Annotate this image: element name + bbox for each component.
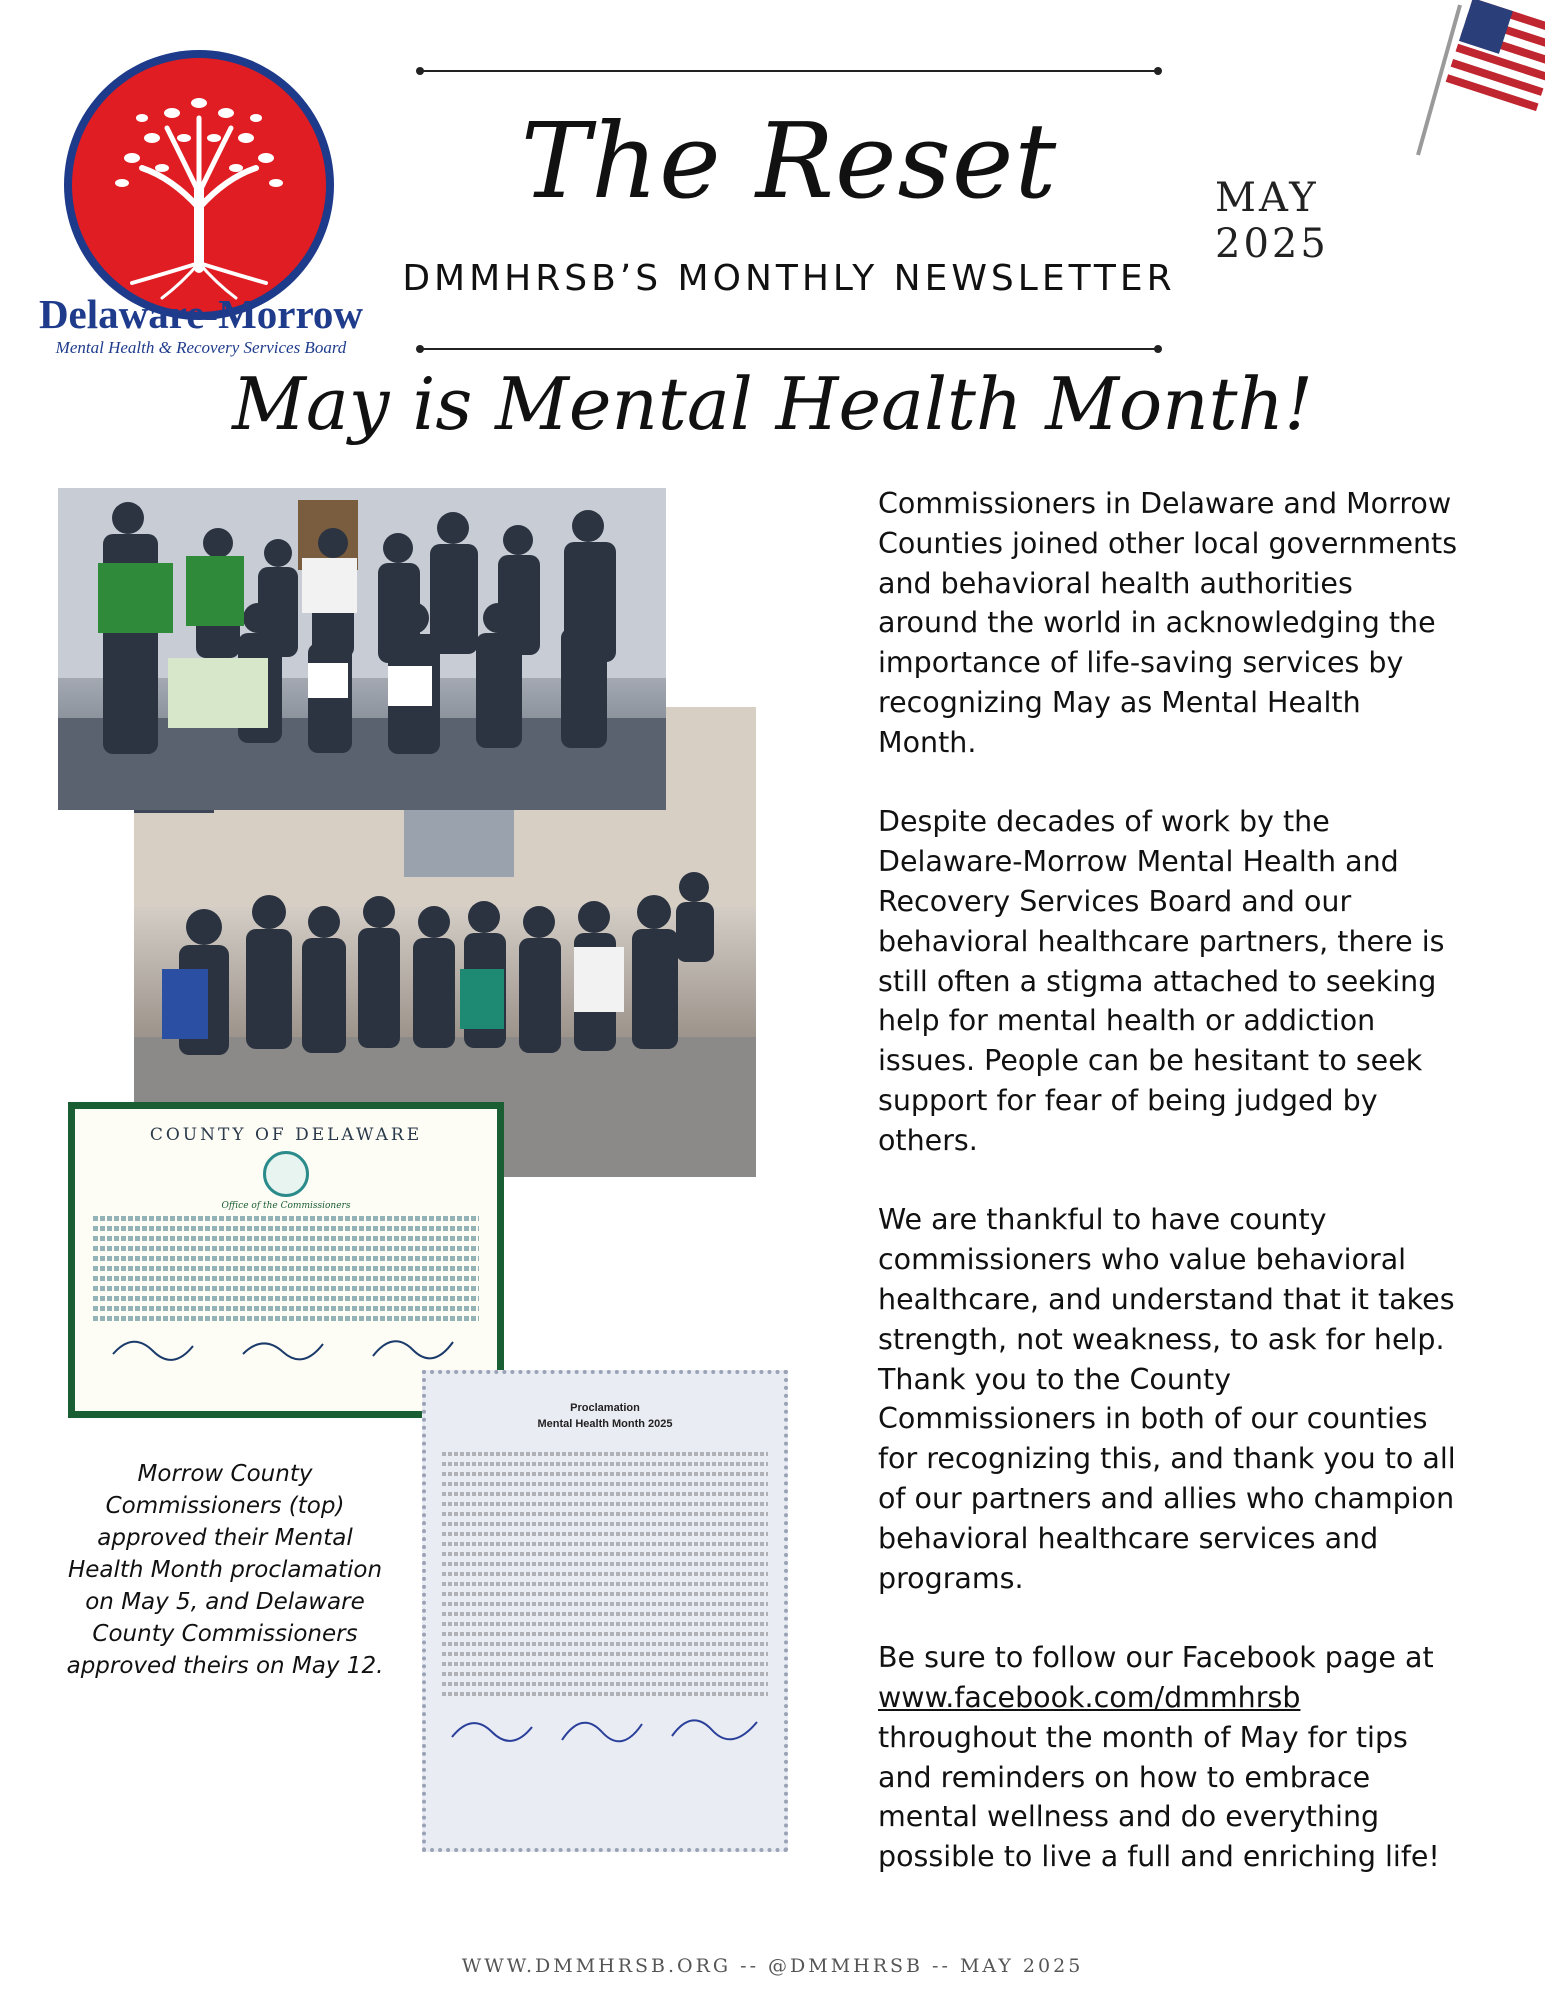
- text-line: [442, 1662, 768, 1666]
- text-line: [442, 1612, 768, 1616]
- text-line: [93, 1226, 479, 1231]
- text-line: [442, 1472, 768, 1476]
- delaware-proclamation-office: Office of the Commissioners: [221, 1201, 351, 1211]
- logo-org-subtitle: Mental Health & Recovery Services Board: [55, 338, 347, 357]
- paragraph-4-intro: Be sure to follow our Facebook page at: [878, 1641, 1434, 1675]
- text-line: [442, 1522, 768, 1526]
- county-seal-icon: [263, 1151, 309, 1197]
- text-line: [442, 1492, 768, 1496]
- us-flag-icon: [1410, 0, 1545, 165]
- text-line: [442, 1652, 768, 1656]
- text-line: [93, 1306, 479, 1311]
- headline: May is Mental Health Month!: [232, 362, 1313, 446]
- facebook-link[interactable]: www.facebook.com/dmmhrsb: [878, 1680, 1301, 1714]
- text-line: [93, 1286, 479, 1291]
- header-top-rule: [420, 70, 1158, 72]
- text-line: [442, 1542, 768, 1546]
- logo-disc: [72, 58, 326, 312]
- text-line: [442, 1572, 768, 1576]
- text-line: [442, 1512, 768, 1516]
- text-line: [93, 1216, 479, 1221]
- signatures-icon: [93, 1326, 473, 1366]
- tree-icon: [72, 58, 326, 312]
- text-line: [442, 1602, 768, 1606]
- delaware-proclamation-heading: COUNTY OF DELAWARE: [149, 1125, 423, 1145]
- text-line: [442, 1692, 768, 1696]
- issue-date: MAY 2025: [1215, 175, 1329, 267]
- text-line: [442, 1562, 768, 1566]
- text-line: [442, 1462, 768, 1466]
- org-logo: [16, 50, 386, 360]
- text-line: [442, 1672, 768, 1676]
- logo-ring: [64, 50, 334, 320]
- text-line: [442, 1642, 768, 1646]
- header-bottom-rule: [420, 348, 1158, 350]
- text-line: [442, 1682, 768, 1686]
- text-line: [442, 1452, 768, 1456]
- newsletter-title: The Reset: [520, 100, 1058, 222]
- text-line: [93, 1266, 479, 1271]
- text-line: [442, 1482, 768, 1486]
- paragraph-4-outro: throughout the month of May for tips and reminders on how to embrace mental wellness and do everything possible to live a full and enriching life!: [878, 1720, 1440, 1874]
- commissioners-group-photo: [58, 488, 666, 810]
- text-line: [93, 1276, 479, 1281]
- text-line: [93, 1256, 479, 1261]
- text-line: [93, 1236, 479, 1241]
- article-paragraph-3: We are thankful to have county commissioners who value behavioral healthcare, and understand that it takes strength, not weakness, to ask for help. Thank you to the County Commissioners in both of our counties for recognizing this, and thank you to all of our partners and allies who champion behavioral healthcare services and programs.: [878, 1203, 1456, 1595]
- text-line: [442, 1632, 768, 1636]
- morrow-proclamation-subheading: Mental Health Month 2025: [537, 1418, 673, 1430]
- article-paragraph-4: [878, 1638, 1458, 1877]
- signatures-icon: [442, 1702, 772, 1752]
- photo-caption: Morrow County Commissioners (top) approved their Mental Health Month proclamation on May 5, and Delaware County Commissioners approved theirs on May 12.: [66, 1461, 384, 1679]
- text-line: [442, 1622, 768, 1626]
- text-line: [93, 1296, 479, 1301]
- logo-org-name: Delaware-Morrow: [38, 291, 364, 337]
- article-paragraph-2: Despite decades of work by the Delaware-Morrow Mental Health and Recovery Services Board and our behavioral healthcare partners, there is still often a stigma attached to seeking help for mental health or addiction issues. People can be hesitant to seek support for fear of being judged by others.: [878, 805, 1445, 1157]
- text-line: [442, 1592, 768, 1596]
- newsletter-subtitle: DMMHRSB’S MONTHLY NEWSLETTER: [402, 258, 1176, 299]
- spacer: [442, 1430, 768, 1446]
- text-line: [442, 1502, 768, 1506]
- text-line: [442, 1552, 768, 1556]
- article-paragraph-1: Commissioners in Delaware and Morrow Counties joined other local governments and behavioral health authorities around the world in acknowledging the importance of life-saving services by recognizing May as Mental Health Month.: [878, 487, 1458, 759]
- morrow-proclamation: [422, 1370, 788, 1852]
- text-line: [93, 1246, 479, 1251]
- morrow-proclamation-heading: Proclamation: [570, 1402, 640, 1414]
- article-body: [878, 484, 1458, 1917]
- footer: WWW.DMMHRSB.ORG -- @DMMHRSB -- MAY 2025: [461, 1955, 1084, 1977]
- commissioners-photo-illustration: [58, 488, 666, 810]
- text-line: [442, 1582, 768, 1586]
- text-line: [442, 1532, 768, 1536]
- text-line: [93, 1316, 479, 1321]
